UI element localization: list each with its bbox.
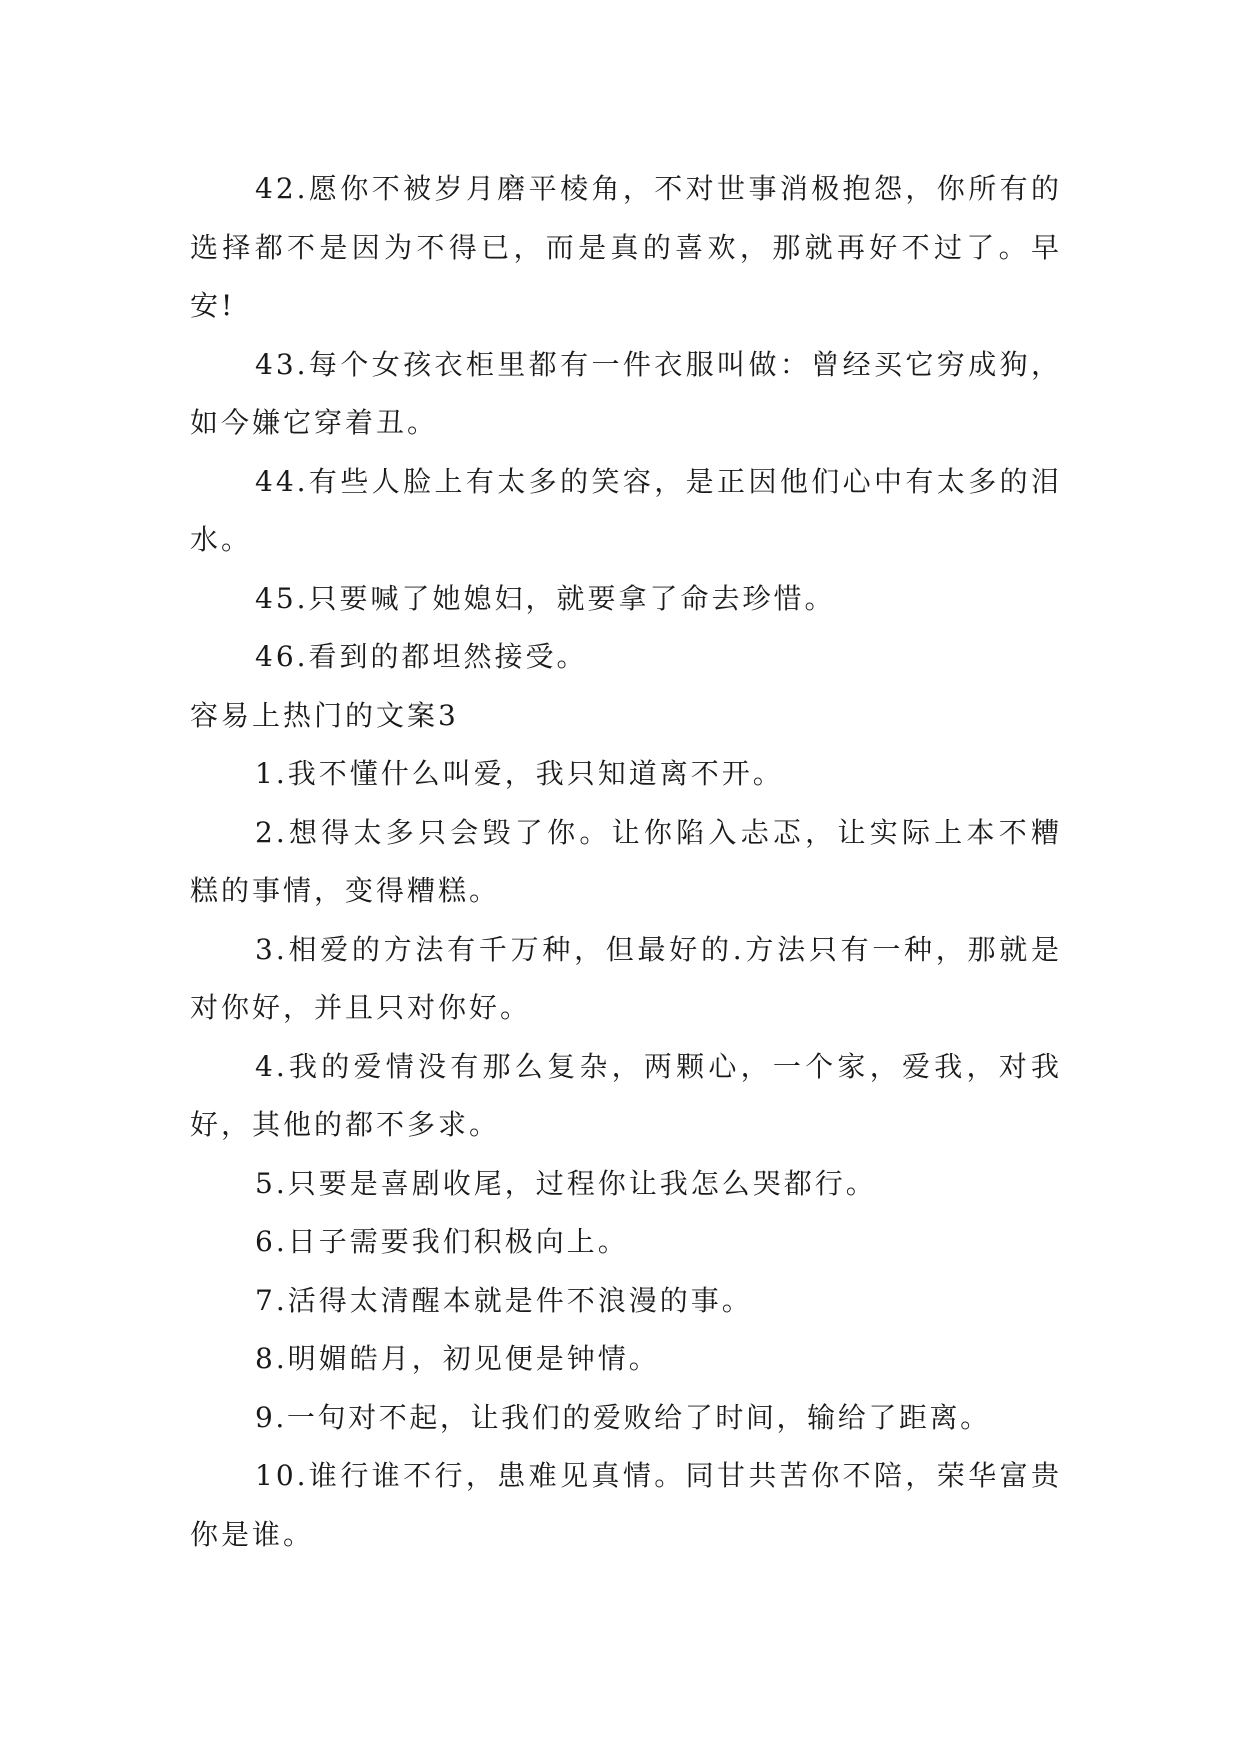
section-paragraph-6: 6.日子需要我们积极向上。	[255, 1225, 629, 1258]
section-paragraph-1: 1.我不懂什么叫爱，我只知道离不开。	[255, 757, 784, 790]
section-paragraph-3: 3.相爱的方法有千万种，但最好的.方法只有一种，那就是对你好，并且只对你好。	[190, 932, 1062, 1024]
paragraph-42: 42.愿你不被岁月磨平棱角，不对世事消极抱怨，你所有的选择都不是因为不得已，而是真的喜欢，那就再好不过了。早安!	[190, 172, 1062, 322]
paragraph-43: 43.每个女孩衣柜里都有一件衣服叫做：曾经买它穷成狗，如今嫌它穿着丑。	[190, 347, 1062, 439]
section-paragraph-9: 9.一句对不起，让我们的爱败给了时间，输给了距离。	[255, 1400, 991, 1434]
section-paragraph-7: 7.活得太清醒本就是件不浪漫的事。	[255, 1283, 753, 1317]
section-paragraph-8: 8.明媚皓月，初见便是钟情。	[255, 1342, 660, 1375]
paragraph-46: 46.看到的都坦然接受。	[255, 640, 588, 673]
section-paragraph-10: 10.谁行谁不行，患难见真情。同甘共苦你不陪，荣华富贵你是谁。	[190, 1459, 1062, 1551]
paragraph-44: 44.有些人脸上有太多的笑容，是正因他们心中有太多的泪水。	[190, 464, 1062, 556]
section-paragraph-5: 5.只要是喜剧收尾，过程你让我怎么哭都行。	[255, 1166, 877, 1200]
document-body	[190, 160, 1062, 1564]
section-paragraph-4: 4.我的爱情没有那么复杂，两颗心，一个家，爱我，对我好，其他的都不多求。	[190, 1049, 1062, 1141]
section-heading: 容易上热门的文案3	[190, 698, 459, 732]
section-paragraph-2: 2.想得太多只会毁了你。让你陷入忐忑，让实际上本不糟糕的事情，变得糟糕。	[190, 815, 1062, 907]
paragraph-45: 45.只要喊了她媳妇，就要拿了命去珍惜。	[255, 581, 836, 615]
